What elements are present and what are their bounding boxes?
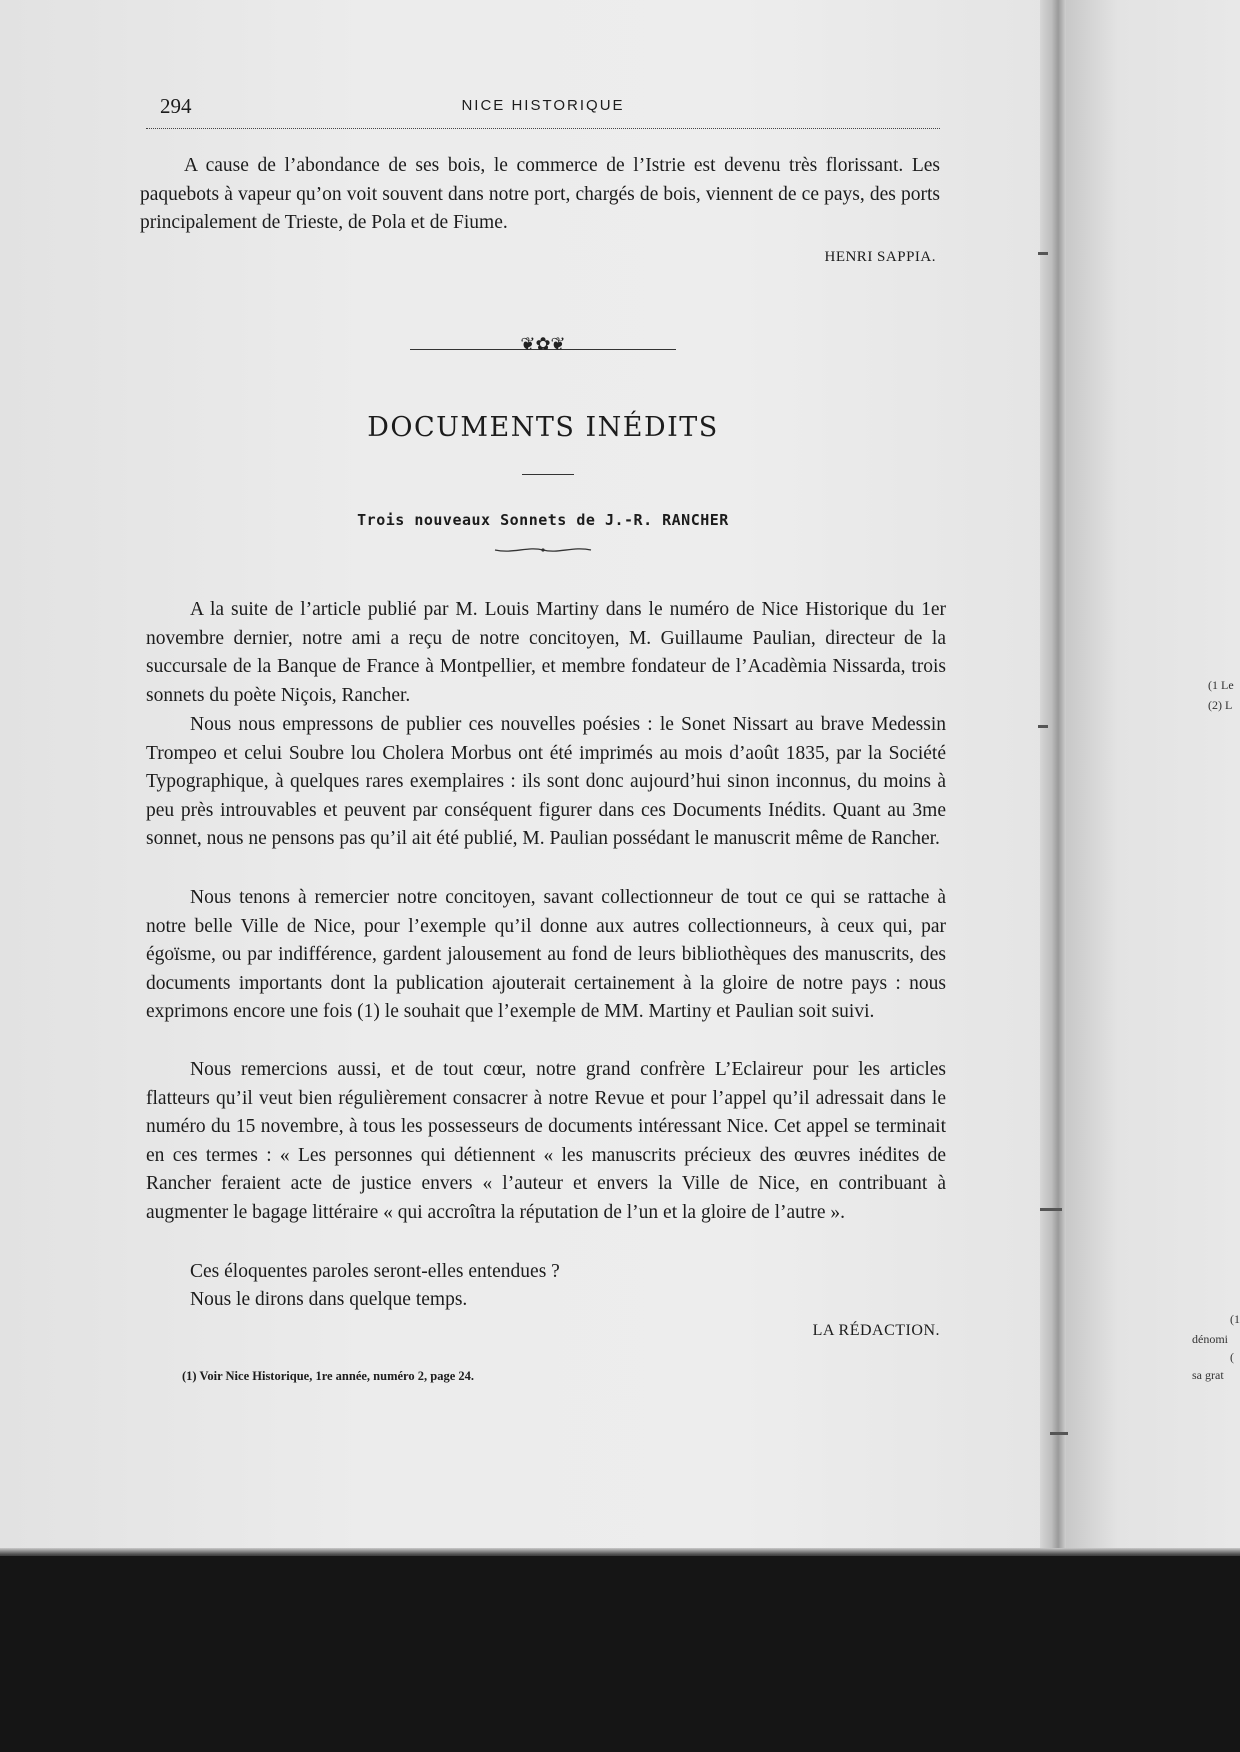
binding-mark: [1050, 1432, 1068, 1435]
fleuron-icon: ❦✿❦: [520, 334, 566, 354]
page-number: 294: [160, 94, 192, 118]
paragraph-istrie: A cause de l’abondance de ses bois, le commerce de l’Istrie est devenu très florissant. Les paquebots à vapeur qu’on voit souvent dans notre port, chargés de bois, viennent de ce pays, des ports principalement de Trieste, de Pola et de Fiume.: [140, 155, 940, 234]
book-spine: [1040, 0, 1066, 1556]
scanner-background: [0, 1556, 1240, 1752]
paragraph-article: A la suite de l’article publié par M. Louis Martiny dans le numéro de Nice Historique du 1er novembre dernier, notre ami a reçu de notre concitoyen, M. Guillaume Paulian, directeur de la succursale de la Banque de France à Montpellier, et membre fondateur de l’Acadèmia Nissarda, trois sonnets du poète Niçois, Rancher.: [146, 599, 946, 706]
section-title: DOCUMENTS INÉDITS: [367, 412, 719, 443]
footnote: (1) Voir Nice Historique, 1re année, numéro 2, page 24.: [182, 1369, 474, 1383]
section-subtitle: Trois nouveaux Sonnets de J.-R. RANCHER: [357, 511, 729, 529]
next-page-fragment: dénomi: [1192, 1332, 1228, 1346]
next-page-fragment: (1: [1230, 1312, 1240, 1326]
header-rule: [146, 128, 940, 129]
paragraph-eclaireur: Nous remercions aussi, et de tout cœur, notre grand confrère L’Eclaireur pour les articles flatteurs qu’il veut bien régulièrement consacrer à notre Revue et pour l’appel qu’il adressait dans le numéro du 15 novembre, à tous les possesseurs de documents intéressant Nice. Cet appel se terminait en ces termes : « Les personnes qui détiennent « les manuscrits précieux des œuvres inédites de Rancher feraient acte de justice envers « l’auteur et envers la Ville de Nice, en contribuant à augmenter le bagage littéraire « qui accroîtra la réputation de l’un et la gloire de l’autre ».: [146, 1059, 946, 1223]
next-page-fragment: (1 Le: [1208, 678, 1234, 692]
swash-ornament-icon: [493, 545, 593, 555]
paragraph-poesies: Nous nous empressons de publier ces nouvelles poésies : le Sonet Nissart au brave Medessin Trompeo et celui Soubre lou Cholera Morbus ont été imprimés au mois d’août 1835, par la Société Typographique, à quelques rares exemplaires : ils sont donc aujourd’hui sinon inconnus, du moins à peu près introuvables et peuvent par conséquent figurer dans ces Documents Inédits. Quant au 3me sonnet, nous ne pensons pas qu’il ait été publié, M. Paulian possédant le manuscrit même de Rancher.: [146, 714, 946, 850]
next-page-fragment: (2) L: [1208, 698, 1233, 712]
section-ornament: [410, 336, 676, 360]
binding-mark: [1038, 725, 1048, 728]
next-page-fragment: sa grat: [1192, 1368, 1224, 1382]
next-page-fragment: (: [1230, 1350, 1234, 1364]
paragraph-question: Ces éloquentes paroles seront-elles entendues ?: [190, 1261, 560, 1282]
paragraph-remerciements: Nous tenons à remercier notre concitoyen, savant collectionneur de tout ce qui se rattache à notre belle Ville de Nice, pour l’exemple qu’il donne aux autres collectionneurs, à ceux qui, par égoïsme, ou par indifférence, gardent jalousement au fond de leurs bibliothèques des manuscrits, des documents importants dont la publication ajouterait certainement à la gloire de notre pays : nous exprimons encore une fois (1) le souhait que l’exemple de MM. Martiny et Paulian soit suivi.: [146, 887, 946, 1023]
binding-mark: [1038, 252, 1048, 255]
paragraph-closing: Nous le dirons dans quelque temps.: [190, 1289, 468, 1310]
page-header: [146, 94, 940, 118]
running-title: NICE HISTORIQUE: [461, 97, 625, 114]
binding-mark: [1040, 1208, 1062, 1211]
title-rule: [522, 474, 574, 475]
adjacent-page-edge: [1066, 0, 1240, 1556]
signature-sappia: HENRI SAPPIA.: [824, 249, 936, 265]
signature-redaction: LA RÉDACTION.: [812, 1322, 940, 1339]
